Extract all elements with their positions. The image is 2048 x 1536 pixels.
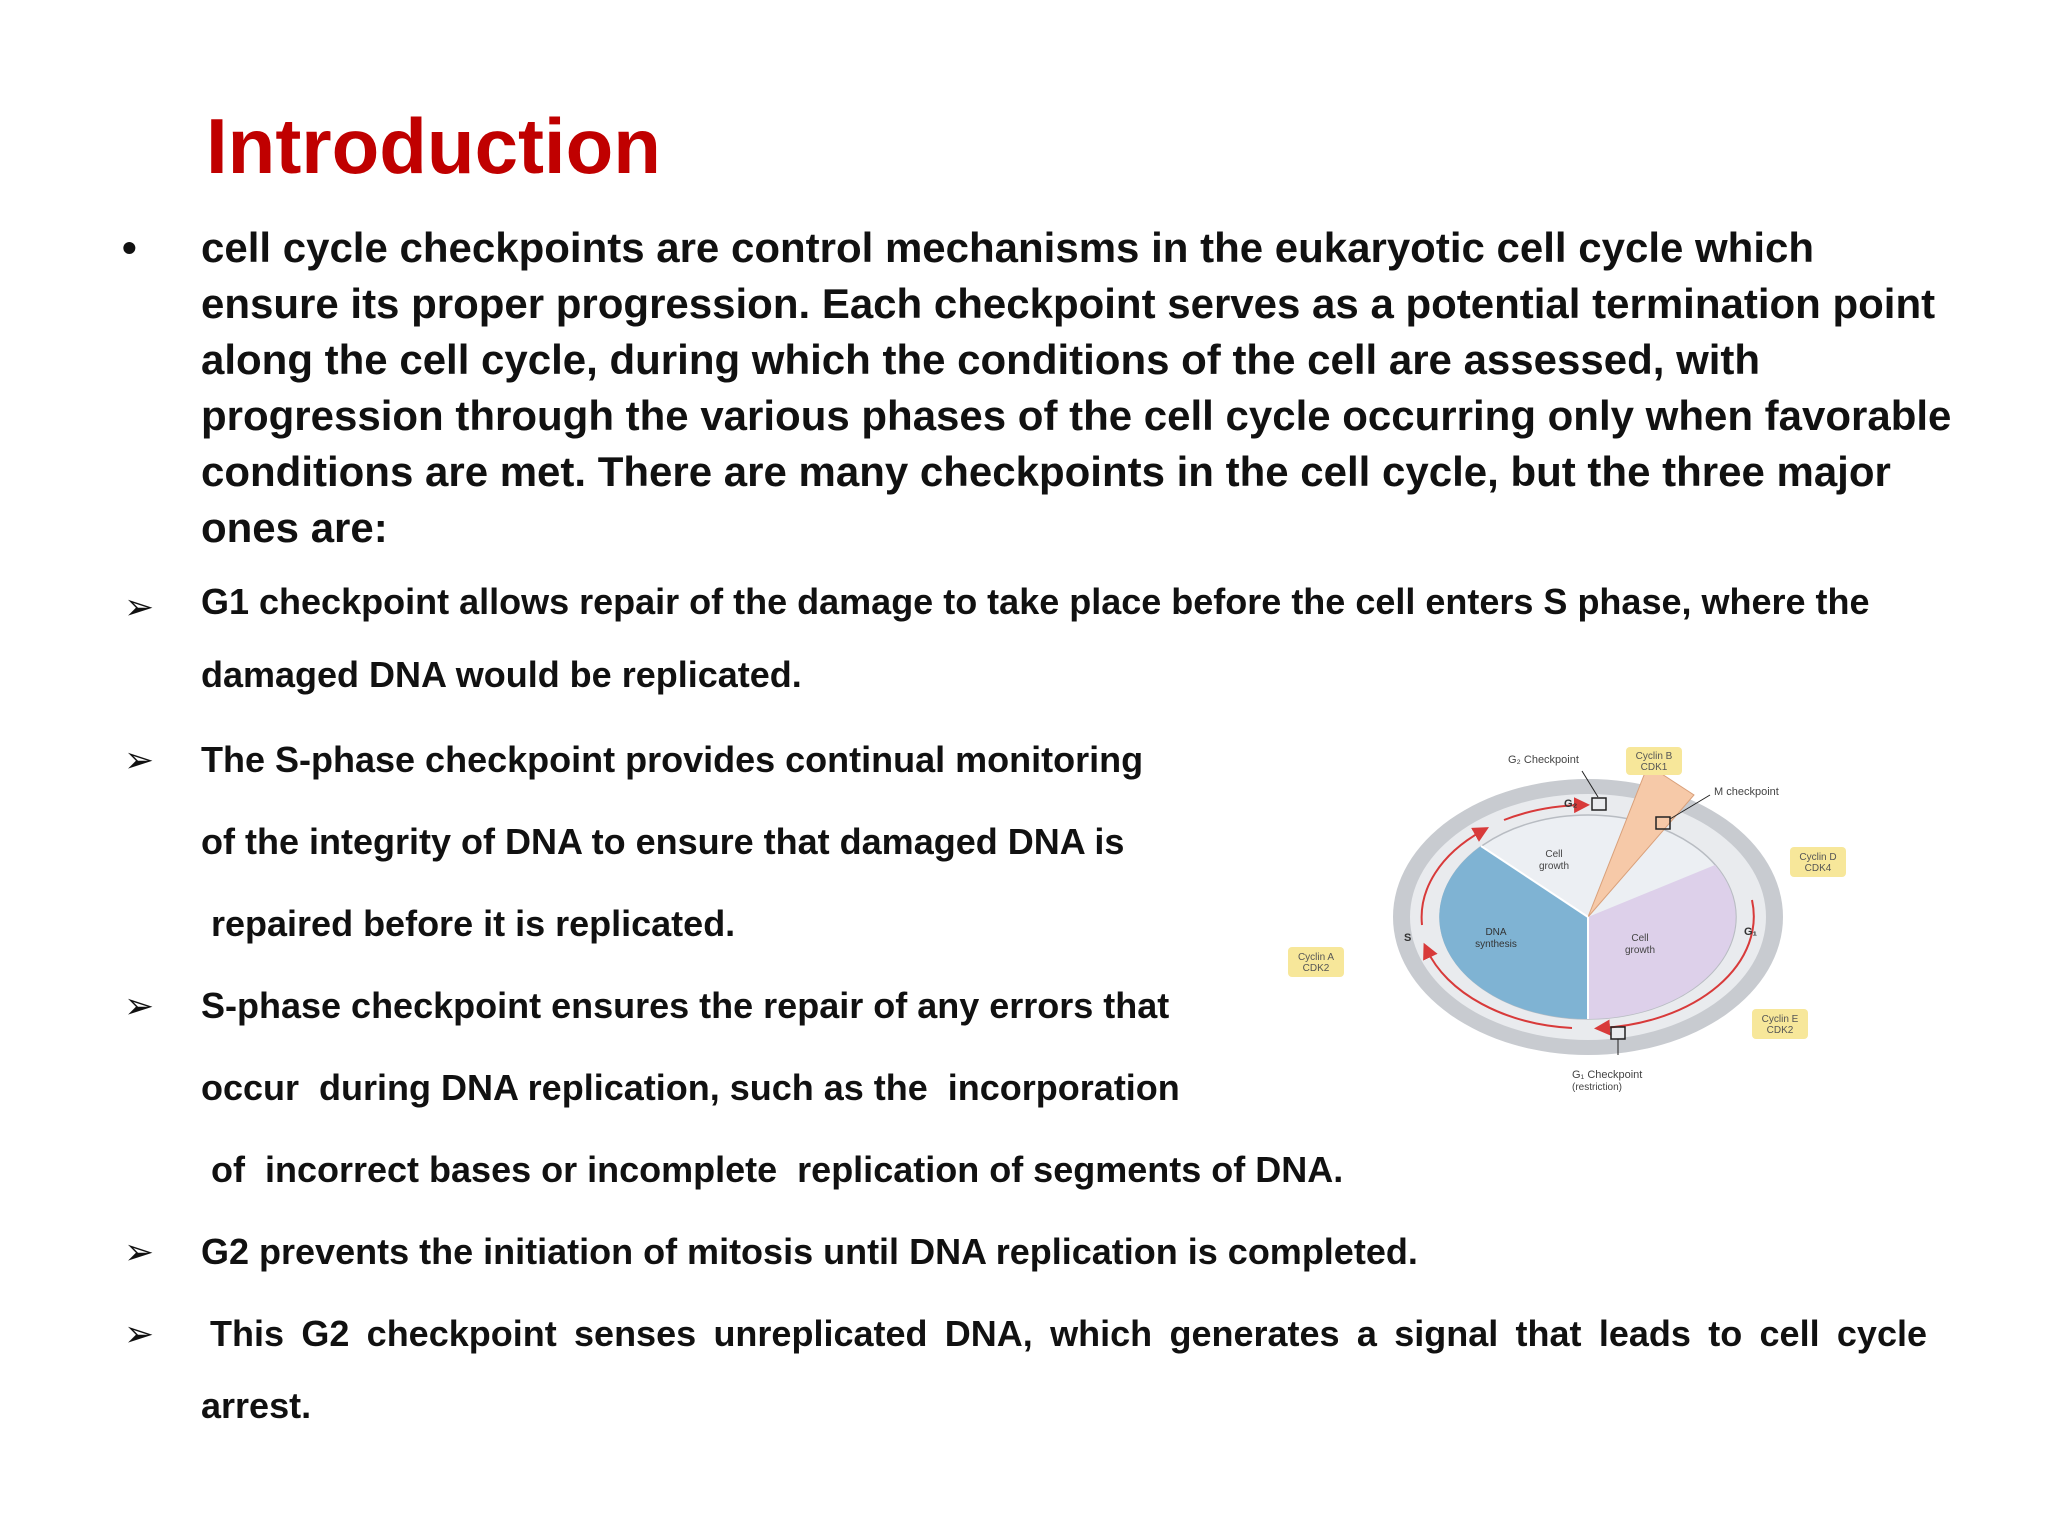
phase-g1-label: G₁ — [1744, 926, 1758, 938]
s-phase-repair-line: of incorrect bases or incomplete replication of segments of DNA. — [201, 1149, 1344, 1190]
cell-growth-top-label-2: growth — [1538, 861, 1570, 872]
cdk2-e-label: CDK2 — [1766, 1025, 1794, 1036]
arrow-bullet-icon: ➢ — [124, 739, 155, 780]
phase-s-label: S — [1404, 932, 1412, 944]
cyclin-e-label: Cyclin E — [1761, 1014, 1799, 1025]
page-title: Introduction — [206, 102, 661, 190]
g2-checkpoint-label: G₂ Checkpoint — [1508, 754, 1579, 766]
dna-synthesis-label: DNA — [1485, 927, 1507, 938]
cell-growth-right-label-2: growth — [1624, 945, 1656, 956]
s-phase-item-line: repaired before it is replicated. — [201, 903, 736, 944]
cell-cycle-diagram — [1282, 735, 1942, 1115]
cyclin-b-label: Cyclin B — [1635, 751, 1673, 762]
intro-paragraph: cell cycle checkpoints are control mechanisms in the eukaryotic cell cycle which ensure its proper progression. Each checkpoint serves as a potential termination point along the cell cycle, during which the conditions of the cell are assessed, with progression through the various phases of the cell cycle occurring only when favorable conditions are met. There are many checkpoints in the cell cycle, but the three major ones are: — [201, 224, 1952, 551]
cdk1-label: CDK1 — [1640, 762, 1668, 773]
s-phase-item-line: The S-phase checkpoint provides continual monitoring — [201, 739, 1144, 780]
cdk2-a-label: CDK2 — [1302, 963, 1330, 974]
restriction-label: (restriction) — [1572, 1082, 1623, 1093]
arrow-bullet-icon: ➢ — [124, 985, 155, 1026]
m-checkpoint-label: M checkpoint — [1714, 786, 1779, 798]
g1-checkpoint-label: G₁ Checkpoint — [1572, 1069, 1643, 1081]
dna-synthesis-label-2: synthesis — [1475, 939, 1517, 950]
s-phase-repair-line: S-phase checkpoint ensures the repair of any errors that — [201, 985, 1170, 1026]
cyclin-a-label: Cyclin A — [1297, 952, 1335, 963]
g2-senses-item: This G2 checkpoint senses unreplicated DNA, which generates a signal that leads to cell cycle — [210, 1313, 1927, 1354]
cell-growth-right-label: Cell — [1631, 933, 1649, 944]
cell-growth-top-label: Cell — [1545, 849, 1563, 860]
cdk4-label: CDK4 — [1804, 863, 1832, 874]
g2-senses-item-cont: arrest. — [201, 1385, 312, 1426]
g2-item: G2 prevents the initiation of mitosis until DNA replication is completed. — [201, 1231, 1418, 1272]
g1-checkpoint-item: G1 checkpoint allows repair of the damage to take place before the cell enters S phase, where the damaged DNA would be replicated. — [201, 581, 1870, 695]
s-phase-item-line: of the integrity of DNA to ensure that damaged DNA is — [201, 821, 1125, 862]
arrow-bullet-icon: ➢ — [124, 586, 155, 627]
phase-g2-label: G₂ — [1564, 798, 1578, 810]
bullet-dot: • — [122, 224, 137, 271]
arrow-bullet-icon: ➢ — [124, 1231, 155, 1272]
arrow-bullet-icon: ➢ — [124, 1313, 155, 1354]
cyclin-d-label: Cyclin D — [1799, 852, 1837, 863]
s-phase-repair-line: occur during DNA replication, such as the incorporation — [201, 1067, 1180, 1108]
